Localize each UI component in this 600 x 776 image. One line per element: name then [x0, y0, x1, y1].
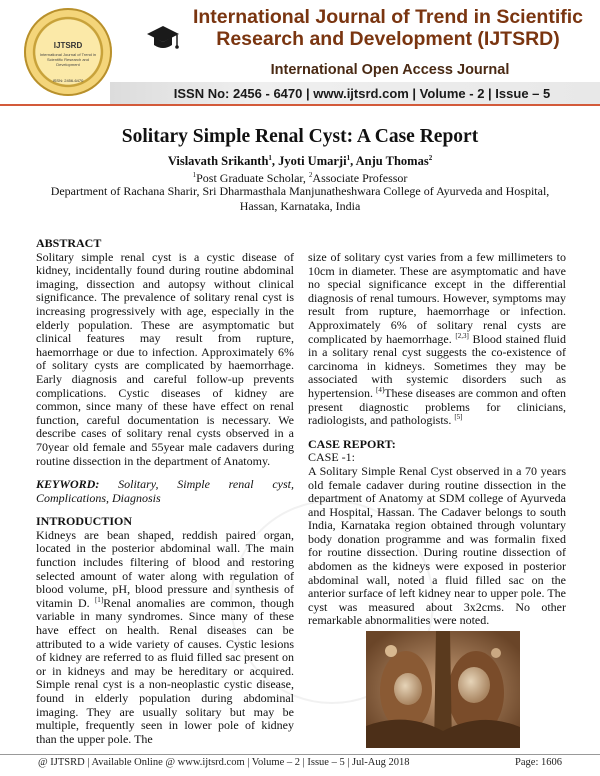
introduction-text: [36, 529, 294, 747]
case-report-heading: CASE REPORT:: [308, 436, 396, 451]
issn-line: ISSN No: 2456 - 6470 | www.ijtsrd.com | Volume - 2 | Issue – 5: [173, 86, 551, 101]
introduction-heading: INTRODUCTION: [36, 514, 133, 529]
citation-ref: [2,3]: [455, 331, 469, 340]
affil-role: Associate Professor: [312, 171, 408, 185]
case-text: A Solitary Simple Renal Cyst observed in a 70 years old female cadaver during routine dissection in the department of Anatomy at SDM college of Ayurveda and Hospital, Hassan. The Cadaver belongs to south India, Karnataka region obtained through voluntary body donation programme and was formalin fixed for routine dissection. During routine dissection of abdomen as the kidneys were exposed in posterior abdominal wall, noted a fluid filled sac on the anterior surface of left kidney near to upper pole. The cyst was measured about 3x2cms. No other remarkable abnormalities were noted.: [308, 463, 566, 628]
intro-text-part: Kidneys are bean shaped, reddish paired organ, located in the posterior abdominal wall. The main function includes filtering of blood and restoring selected amount of water along with regulation of blood volume, pH, blood pressure and synthesis of vitamin D.: [36, 527, 294, 610]
affil-sup: 2: [308, 171, 313, 179]
abstract-heading: ABSTRACT: [36, 236, 102, 250]
author-sup: 1: [268, 153, 272, 162]
paper-title: Solitary Simple Renal Cyst: A Case Report: [121, 126, 479, 147]
left-column: [36, 237, 294, 746]
header-divider: [0, 104, 600, 106]
intro-text-part: Blood stained fluid in a solitary renal cyst suggests the co-existence of carcinoma in kidneys. Sometimes they may be associated with systemic disorders such as hypertension.: [308, 331, 566, 400]
case-subheading: CASE -1:: [308, 450, 356, 465]
citation-ref: [1]: [94, 595, 104, 604]
author-sup: 1: [346, 153, 351, 162]
department-affiliation: [0, 184, 600, 214]
author-name: Anju Thomas: [355, 154, 429, 168]
abstract-text: Solitary simple renal cyst is a cystic disease of kidney, incidentally found during routine abdominal imaging, dissection and autopsy without clinical significance. The prevalence of solitary renal cyst is increasing progressively with age, especially in the elderly population. These are asymptomatic but clinical features may result from rupture, haemorrhage or due to infection. Approximately 6% of solitary cysts are complicated by haemorrhage. Early diagnosis and careful follow-up prevents complications. Cystic diseases of kidney are common, since many of these have effect on renal function, careful documentation is necessary. We describe cases of solitary renal cysts observed in a 70year old female and 55year male cadavers during routine dissection in the department of Anatomy.: [36, 249, 294, 468]
journal-name-line1: International Journal of Trend in Scientific: [192, 6, 584, 28]
footer-divider: [0, 754, 600, 755]
journal-name-line2: Research and Development (IJTSRD): [216, 28, 560, 50]
graduation-cap-icon: [146, 24, 180, 54]
citation-ref: [5]: [454, 413, 463, 422]
journal-header: [0, 0, 600, 106]
page-number: Page: 1606: [515, 757, 562, 768]
logo-title: IJTSRD: [53, 41, 83, 50]
open-access-label: International Open Access Journal: [270, 62, 510, 78]
dept-line: Hassan, Karnataka, India: [239, 199, 361, 213]
intro-text-part: These diseases are common and often present diagnostic problems for clinicians, radiologists, and pathologists.: [308, 385, 566, 428]
intro-continued: [308, 251, 566, 428]
dept-line: Department of Rachana Sharir, Sri Dharmasthala Manjunatheshwara College of Ayurveda and Hospital,: [50, 184, 550, 198]
affil-role: Post Graduate Scholar,: [196, 171, 309, 185]
citation-ref: [4]: [376, 385, 385, 394]
page-footer: [38, 757, 562, 768]
intro-text-part: size of solitary cyst varies from a few millimeters to 10cm in diameter. These are asymptomatic and have no special significance except in the differential diagnosis of renal tumours. However, symptoms may result from rupture, haemorrhage or infection. Approximately 6% of solitary renal cysts are complicated by haemorrhage.: [308, 250, 566, 346]
author-list: Vislavath Srikanth$^1$, Jyoti Umarji$^1$, Anju Thomas$^2$: [167, 153, 433, 168]
affil-sup: 1: [192, 171, 197, 179]
keyword-label: KEYWORD:: [36, 477, 100, 492]
logo-issn: ISSN: 2456-6470: [52, 78, 84, 83]
logo-subtitle: International Journal of Trend in Scientific Research and Development: [39, 52, 97, 67]
keywords: [36, 478, 294, 505]
footer-citation: @ IJTSRD | Available Online @ www.ijtsrd.com | Volume – 2 | Issue – 5 | Jul-Aug 2018: [38, 757, 410, 768]
author-name: Jyoti Umarji: [278, 154, 347, 168]
right-column: [308, 251, 566, 628]
journal-logo: [24, 8, 112, 96]
author-sup: 2: [428, 153, 433, 162]
intro-text-part: Renal anomalies are common, though variable in many syndromes. Since many of these have effect on health. Renal diseases can be attributed to a wide variety of causes. Cystic lesions of kidney are referred to as fluid filled sac present on or in kidneys and may be hereditary or acquired. Simple renal cyst is a non-neoplastic cystic disease, found in elderly population during abdominal imaging. They are usually solitary but may be multiple, frequently seen in lower pole of kidney than the upper pole. The: [36, 595, 294, 746]
dissection-image: [366, 631, 520, 748]
keyword-text: Solitary, Simple renal cyst, Complications, Diagnosis: [36, 477, 294, 505]
journal-name: [188, 6, 588, 50]
cadaver-kidney-photo: [366, 631, 520, 748]
author-name: Vislavath Srikanth: [167, 154, 269, 168]
